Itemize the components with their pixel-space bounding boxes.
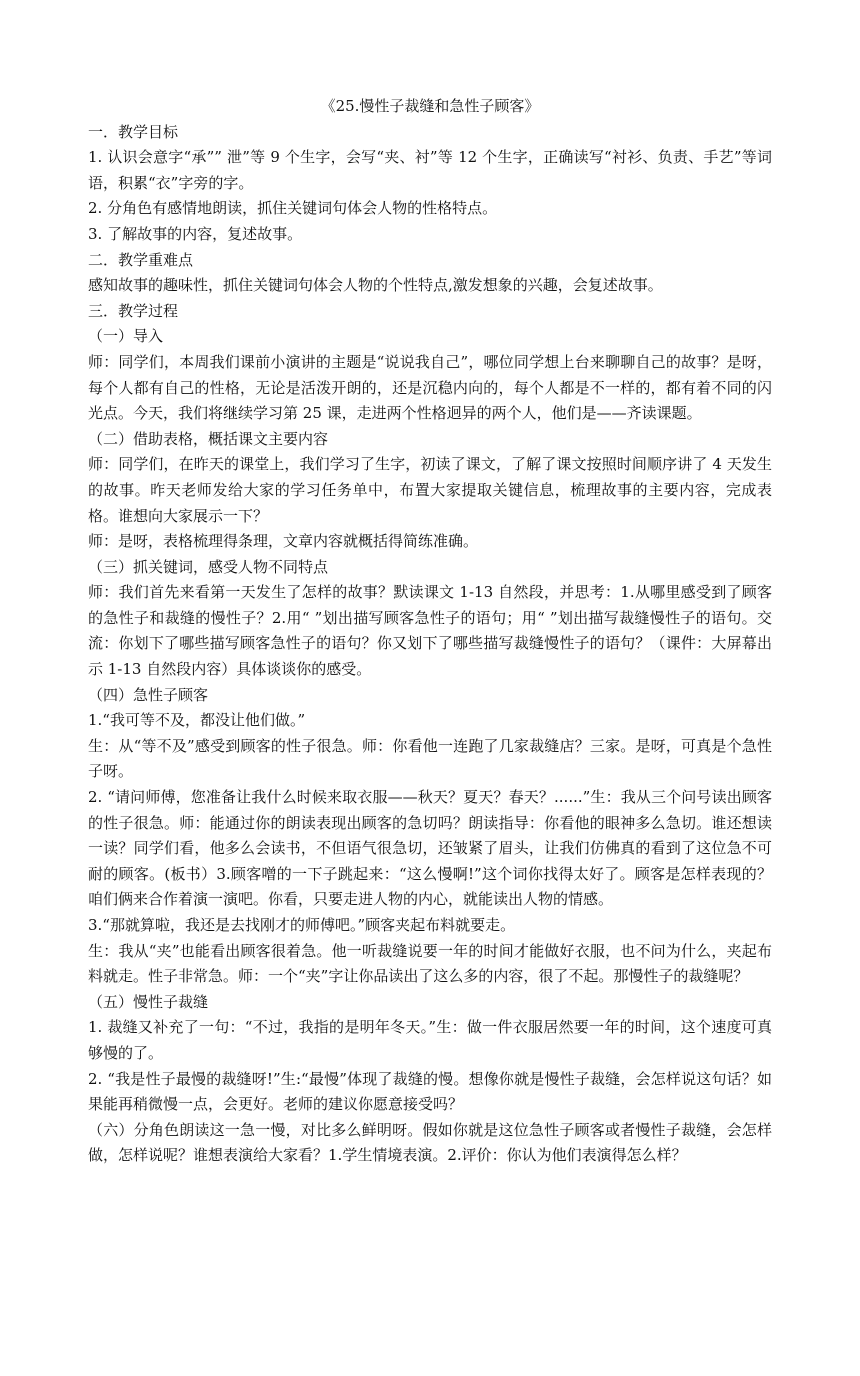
paragraph: 感知故事的趣味性，抓住关键词句体会人物的个性特点,激发想象的兴趣，会复述故事。 [88,276,663,295]
section-heading-process: 三．教学过程 [88,301,179,320]
paragraph: 师：同学们，在昨天的课堂上，我们学习了生字，初读了课文，了解了课文按照时间顺序讲了 4 天发生的故事。昨天老师发给大家的学习任务单中，布置大家提取关键信息，梳理故事的主要内容，完成表格。谁想向大家展示一下？ [88,455,772,525]
section-heading-goals: 一．教学目标 [88,122,179,141]
paragraph: 2. “我是性子最慢的裁缝呀!”生:“最慢”体现了裁缝的慢。想像你就是慢性子裁缝，会怎样说这句话？如果能再稍微慢一点，会更好。老师的建议你愿意接受吗？ [88,1069,772,1114]
paragraph: 师：是呀，表格梳理得条理，文章内容就概括得简练准确。 [88,532,479,551]
paragraph: 1. 裁缝又补充了一句：“不过，我指的是明年冬天。”生：做一件衣服居然要一年的时间，这个速度可真够慢的了。 [88,1018,772,1062]
subsection-heading: （二）借助表格，概括课文主要内容 [88,429,329,448]
subsection-heading: （一）导入 [88,327,164,346]
subsection-heading: （四）急性子顾客 [88,685,209,704]
paragraph: 2. “请问师傅，您准备让我什么时候来取衣服——秋天？夏天？春天？......”生：我从三个问号读出顾客的性子很急。师：能通过你的朗读表现出顾客的急切吗？朗读指导：你看他的眼神多么急切。谁还想读一读？同学们看，他多么会读书，不但语气很急切，还皱紧了眉头，让我们仿佛真的看到了这位急不可耐的顾客。(板书）3.顾客噌的一下子跳起来：“这么慢啊!”这个词你找得太好了。顾客是怎样表现的？咱们俩来合作着演一演吧。你看，只要走进人物的内心，就能读出人物的情感。 [88,788,772,909]
paragraph: 师：同学们，本周我们课前小演讲的主题是“说说我自己”，哪位同学想上台来聊聊自己的故事？是呀，每个人都有自己的性格，无论是活泼开朗的，还是沉稳内向的，每个人都是不一样的，都有着不同的闪光点。今天，我们将继续学习第 25 课，走进两个性格迥异的两个人，他们是——齐读课题。 [88,352,772,423]
paragraph: 1.“我可等不及，都没让他们做。” [88,711,306,730]
subsection-heading: （五）慢性子裁缝 [88,992,209,1011]
paragraph: （六）分角色朗读这一急一慢，对比多么鲜明呀。假如你就是这位急性子顾客或者慢性子裁缝，会怎样做，怎样说呢？谁想表演给大家看？1.学生情境表演。2.评价：你认为他们表演得怎么样？ [88,1120,772,1165]
paragraph: 3. 了解故事的内容，复述故事。 [88,224,303,243]
paragraph: 师：我们首先来看第一天发生了怎样的故事？默读课文 1-13 自然段，并思考：1.从哪里感受到了顾客的急性子和裁缝的慢性子？2.用“ ”划出描写顾客急性子的语句；用“ ”划出描写裁缝慢性子的语句。交流：你划下了哪些描写顾客急性子的语句？你又划下了哪些描写裁缝慢性子的语句？（课件：大屏幕出示 1-13 自然段内容）具体谈谈你的感受。 [88,583,772,679]
paragraph: 生：从“等不及”感受到顾客的性子很急。师：你看他一连跑了几家裁缝店？三家。是呀，可真是个急性子呀。 [88,736,772,781]
paragraph: 3.“那就算啦，我还是去找刚才的师傅吧。”顾客夹起布料就要走。 [88,916,516,934]
section-heading-key-points: 二．教学重难点 [88,250,194,269]
document-title: 《25.慢性子裁缝和急性子顾客》 [320,97,540,115]
paragraph: 1. 认识会意字“承”” 泄”等 9 个生字，会写“夹、衬”等 12 个生字，正确读写“衬衫、负责、手艺”等词语，积累“衣”字旁的字。 [88,148,772,192]
paragraph: 2. 分角色有感情地朗读，抓住关键词句体会人物的性格特点。 [88,199,498,218]
paragraph: 生：我从“夹”也能看出顾客很着急。他一听裁缝说要一年的时间才能做好衣服，也不问为什么，夹起布料就走。性子非常急。师：一个“夹”字让你品读出了这么多的内容，很了不起。那慢性子的裁缝呢？ [88,941,772,986]
document-page [88,94,772,1169]
subsection-heading: （三）抓关键词，感受人物不同特点 [88,557,329,576]
